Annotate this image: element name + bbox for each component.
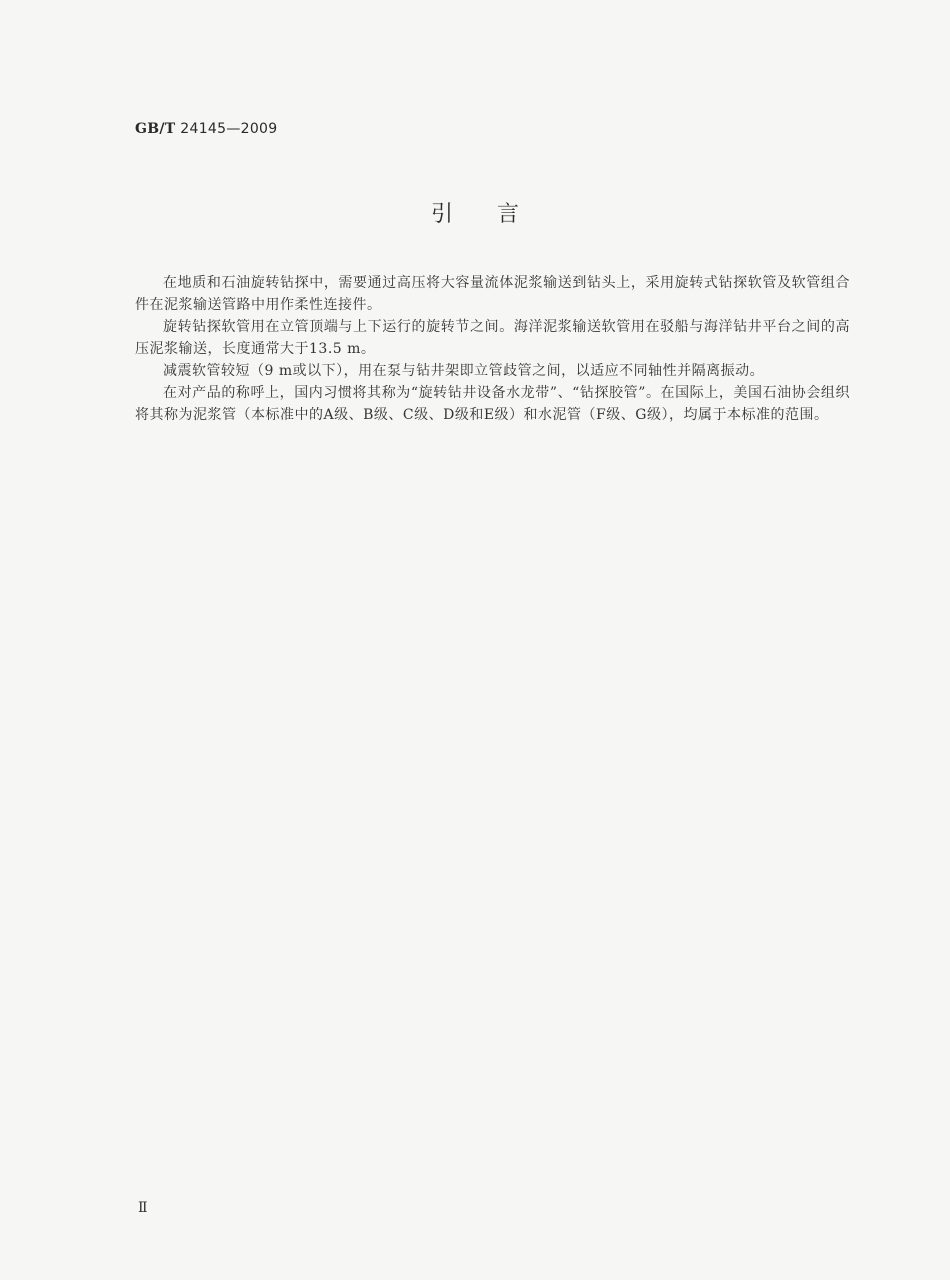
paragraph-1: 在地质和石油旋转钻探中，需要通过高压将大容量流体泥浆输送到钻头上，采用旋转式钻探软管及软管组合件在泥浆输送管路中用作柔性连接件。	[135, 275, 850, 313]
section-title: 引言	[430, 202, 563, 227]
paragraph-3: 减震软管较短（9 m或以下），用在泵与钻井架即立管歧管之间，以适应不同轴性并隔离振动。	[163, 363, 765, 379]
body-text	[135, 272, 850, 426]
standard-number: 24145—2009	[180, 121, 278, 137]
standard-prefix: GB/T	[135, 121, 176, 137]
page-number: Ⅱ	[138, 1200, 148, 1216]
paragraph-4: 在对产品的称呼上，国内习惯将其称为“旋转钻井设备水龙带”、“钻探胶管”。在国际上，美国石油协会组织将其称为泥浆管（本标准中的A级、B级、C级、D级和E级）和水泥管（F级、G级），均属于本标准的范围。	[135, 385, 850, 423]
paragraph-2: 旋转钻探软管用在立管顶端与上下运行的旋转节之间。海洋泥浆输送软管用在驳船与海洋钻井平台之间的高压泥浆输送，长度通常大于13.5 m。	[135, 319, 850, 357]
page-header	[135, 121, 277, 137]
